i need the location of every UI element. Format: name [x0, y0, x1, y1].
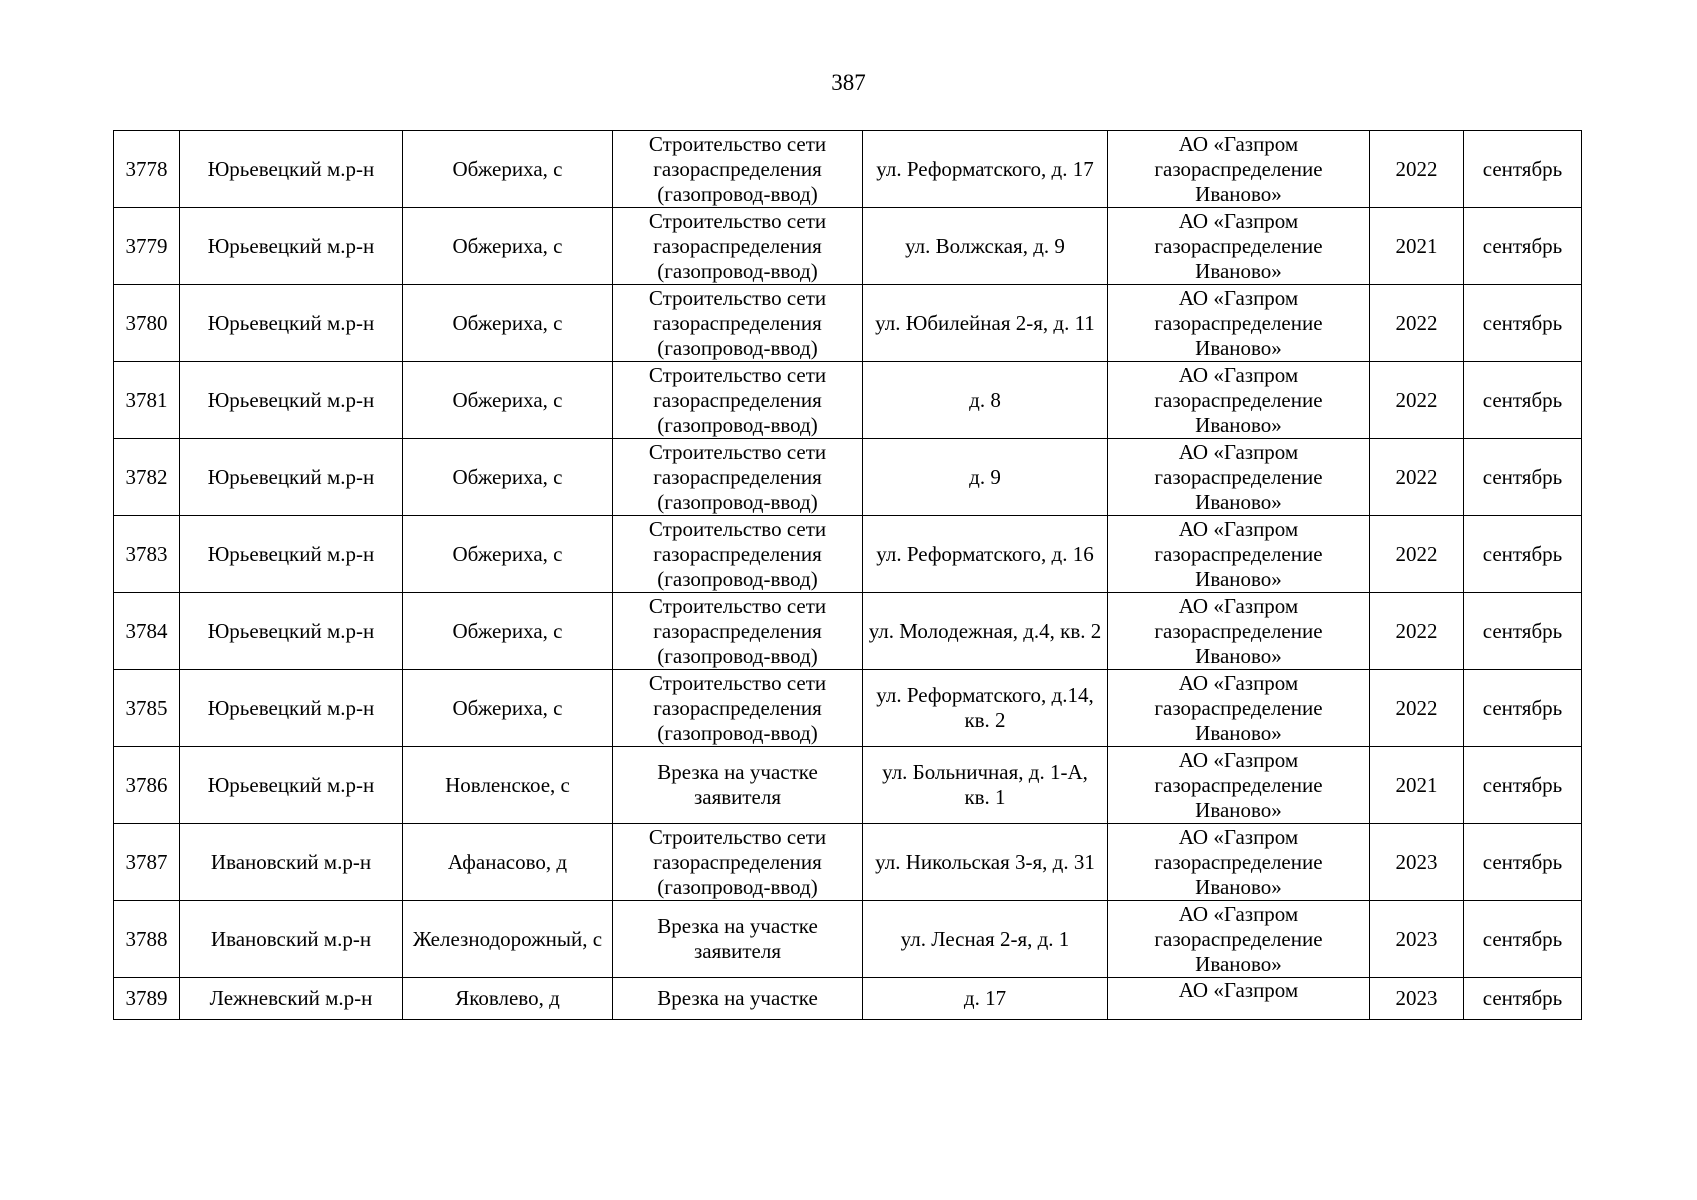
month-cell: сентябрь	[1464, 285, 1582, 362]
work-type-cell: Врезка на участке заявителя	[613, 747, 863, 824]
address-cell: ул. Больничная, д. 1-А, кв. 1	[863, 747, 1108, 824]
work-type-cell: Строительство сети газораспределения (газопровод-ввод)	[613, 439, 863, 516]
work-type-cell: Строительство сети газораспределения (газопровод-ввод)	[613, 516, 863, 593]
table-row	[114, 978, 1582, 1020]
settlement-cell: Обжериха, с	[403, 208, 613, 285]
address-cell: ул. Никольская 3-я, д. 31	[863, 824, 1108, 901]
year-cell: 2023	[1370, 978, 1464, 1020]
year-cell: 2023	[1370, 901, 1464, 978]
organization-cell: АО «Газпром газораспределение Иваново»	[1108, 131, 1370, 208]
gasification-table	[113, 130, 1582, 1020]
month-cell: сентябрь	[1464, 901, 1582, 978]
district-cell: Юрьевецкий м.р-н	[180, 131, 403, 208]
month-cell: сентябрь	[1464, 978, 1582, 1020]
address-cell: ул. Волжская, д. 9	[863, 208, 1108, 285]
settlement-cell: Железнодорожный, с	[403, 901, 613, 978]
month-cell: сентябрь	[1464, 670, 1582, 747]
work-type-cell: Строительство сети газораспределения (газопровод-ввод)	[613, 824, 863, 901]
address-cell: д. 17	[863, 978, 1108, 1020]
settlement-cell: Обжериха, с	[403, 131, 613, 208]
address-cell: д. 9	[863, 439, 1108, 516]
settlement-cell: Обжериха, с	[403, 670, 613, 747]
district-cell: Юрьевецкий м.р-н	[180, 439, 403, 516]
organization-cell: АО «Газпром газораспределение Иваново»	[1108, 516, 1370, 593]
table-row	[114, 516, 1582, 593]
year-cell: 2022	[1370, 439, 1464, 516]
year-cell: 2022	[1370, 131, 1464, 208]
organization-cell: АО «Газпром газораспределение Иваново»	[1108, 362, 1370, 439]
work-type-cell: Строительство сети газораспределения (газопровод-ввод)	[613, 593, 863, 670]
row-number-cell: 3783	[114, 516, 180, 593]
row-number-cell: 3786	[114, 747, 180, 824]
work-type-cell: Врезка на участке заявителя	[613, 901, 863, 978]
row-number-cell: 3788	[114, 901, 180, 978]
work-type-cell: Строительство сети газораспределения (газопровод-ввод)	[613, 208, 863, 285]
settlement-cell: Обжериха, с	[403, 516, 613, 593]
month-cell: сентябрь	[1464, 208, 1582, 285]
table-row	[114, 901, 1582, 978]
organization-cell: АО «Газпром газораспределение Иваново»	[1108, 208, 1370, 285]
row-number-cell: 3789	[114, 978, 180, 1020]
year-cell: 2022	[1370, 670, 1464, 747]
settlement-cell: Обжериха, с	[403, 362, 613, 439]
settlement-cell: Обжериха, с	[403, 439, 613, 516]
address-cell: ул. Реформатского, д. 17	[863, 131, 1108, 208]
month-cell: сентябрь	[1464, 439, 1582, 516]
month-cell: сентябрь	[1464, 747, 1582, 824]
table-row	[114, 131, 1582, 208]
row-number-cell: 3778	[114, 131, 180, 208]
district-cell: Юрьевецкий м.р-н	[180, 670, 403, 747]
work-type-cell: Строительство сети газораспределения (газопровод-ввод)	[613, 362, 863, 439]
work-type-cell: Строительство сети газораспределения (газопровод-ввод)	[613, 670, 863, 747]
year-cell: 2022	[1370, 516, 1464, 593]
organization-cell: АО «Газпром газораспределение Иваново»	[1108, 670, 1370, 747]
address-cell: ул. Юбилейная 2-я, д. 11	[863, 285, 1108, 362]
table-row	[114, 593, 1582, 670]
year-cell: 2022	[1370, 593, 1464, 670]
table-body	[114, 131, 1582, 1020]
settlement-cell: Яковлево, д	[403, 978, 613, 1020]
row-number-cell: 3784	[114, 593, 180, 670]
organization-cell: АО «Газпром	[1108, 978, 1370, 1020]
month-cell: сентябрь	[1464, 362, 1582, 439]
district-cell: Лежневский м.р-н	[180, 978, 403, 1020]
address-cell: ул. Реформатского, д. 16	[863, 516, 1108, 593]
month-cell: сентябрь	[1464, 824, 1582, 901]
settlement-cell: Обжериха, с	[403, 285, 613, 362]
table-row	[114, 670, 1582, 747]
page-number: 387	[831, 70, 866, 95]
work-type-cell: Строительство сети газораспределения (газопровод-ввод)	[613, 285, 863, 362]
row-number-cell: 3782	[114, 439, 180, 516]
settlement-cell: Афанасово, д	[403, 824, 613, 901]
row-number-cell: 3781	[114, 362, 180, 439]
district-cell: Юрьевецкий м.р-н	[180, 362, 403, 439]
month-cell: сентябрь	[1464, 131, 1582, 208]
settlement-cell: Новленское, с	[403, 747, 613, 824]
table-row	[114, 208, 1582, 285]
table-row	[114, 285, 1582, 362]
work-type-cell: Строительство сети газораспределения (газопровод-ввод)	[613, 131, 863, 208]
month-cell: сентябрь	[1464, 516, 1582, 593]
year-cell: 2023	[1370, 824, 1464, 901]
table-row	[114, 439, 1582, 516]
year-cell: 2022	[1370, 362, 1464, 439]
district-cell: Юрьевецкий м.р-н	[180, 208, 403, 285]
organization-cell: АО «Газпром газораспределение Иваново»	[1108, 593, 1370, 670]
organization-cell: АО «Газпром газораспределение Иваново»	[1108, 285, 1370, 362]
month-cell: сентябрь	[1464, 593, 1582, 670]
settlement-cell: Обжериха, с	[403, 593, 613, 670]
organization-cell: АО «Газпром газораспределение Иваново»	[1108, 901, 1370, 978]
address-cell: ул. Лесная 2-я, д. 1	[863, 901, 1108, 978]
row-number-cell: 3780	[114, 285, 180, 362]
district-cell: Юрьевецкий м.р-н	[180, 747, 403, 824]
organization-cell: АО «Газпром газораспределение Иваново»	[1108, 747, 1370, 824]
district-cell: Ивановский м.р-н	[180, 901, 403, 978]
year-cell: 2021	[1370, 747, 1464, 824]
district-cell: Юрьевецкий м.р-н	[180, 285, 403, 362]
district-cell: Ивановский м.р-н	[180, 824, 403, 901]
year-cell: 2022	[1370, 285, 1464, 362]
organization-cell: АО «Газпром газораспределение Иваново»	[1108, 439, 1370, 516]
work-type-cell: Врезка на участке	[613, 978, 863, 1020]
table-row	[114, 362, 1582, 439]
address-cell: ул. Реформатского, д.14, кв. 2	[863, 670, 1108, 747]
table-row	[114, 824, 1582, 901]
table-row	[114, 747, 1582, 824]
row-number-cell: 3785	[114, 670, 180, 747]
row-number-cell: 3787	[114, 824, 180, 901]
address-cell: ул. Молодежная, д.4, кв. 2	[863, 593, 1108, 670]
row-number-cell: 3779	[114, 208, 180, 285]
district-cell: Юрьевецкий м.р-н	[180, 593, 403, 670]
district-cell: Юрьевецкий м.р-н	[180, 516, 403, 593]
year-cell: 2021	[1370, 208, 1464, 285]
address-cell: д. 8	[863, 362, 1108, 439]
organization-cell: АО «Газпром газораспределение Иваново»	[1108, 824, 1370, 901]
